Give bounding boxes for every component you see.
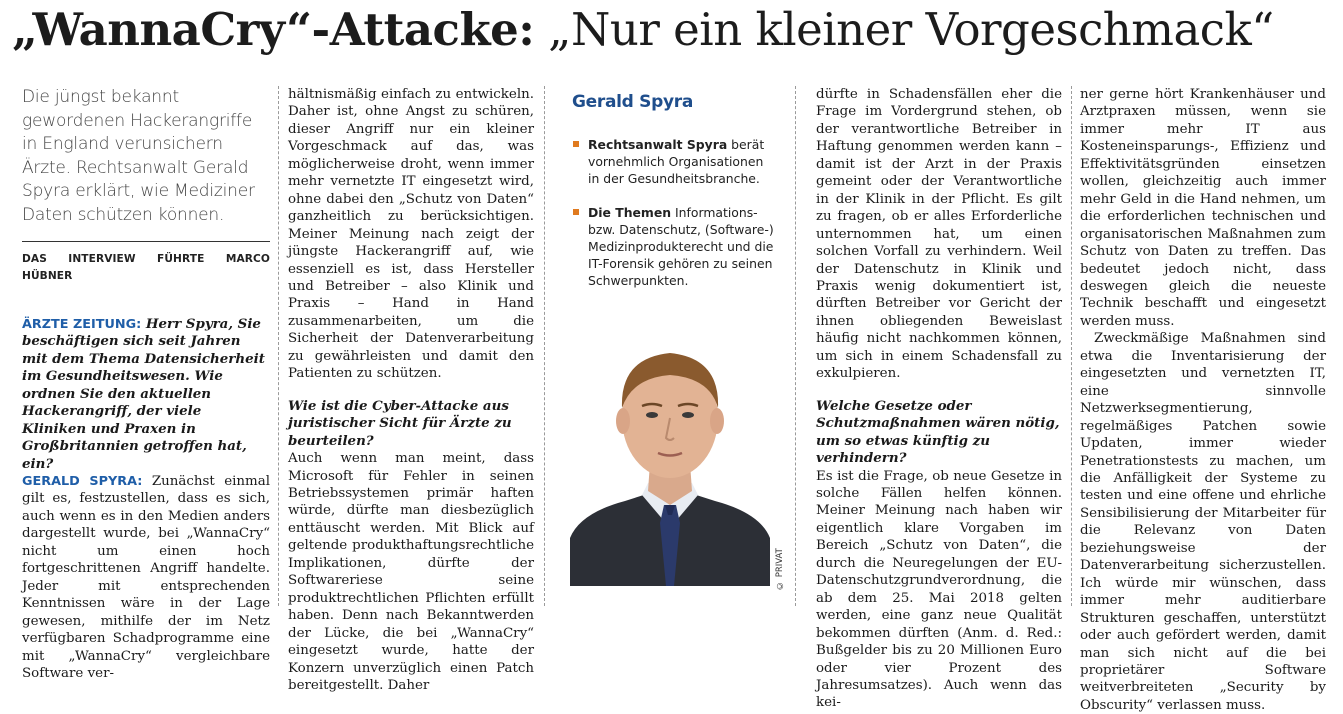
- portrait-illustration: [570, 323, 770, 586]
- bullet-square-icon: [573, 209, 579, 215]
- author-credit: DAS INTERVIEW FÜHRTE MARCO HÜBNER: [22, 253, 270, 283]
- lead-text: Die jüngst bekannt gewordenen Hackerangriffe in England verunsichern Ärzte. Rechtsanwalt Gerald Spyra erklärt, wie Mediziner Daten schützen können.: [22, 87, 255, 225]
- column-4-paragraph-2: Zweckmäßige Maßnahmen sind etwa die Inventarisierung der eingesetzten und vernetzten IT, eine sinnvolle Netzwerksegmentierung, regelmäßiges Patchen sowie Updaten, immer wieder Penetrationstests zu machen, um die Anfälligkeit der Systeme zu testen und eine offene und ehrliche Sensibilisierung der Mitarbeiter für die Relevanz von Daten beziehungsweise der Datenverarbeitung sicherzustellen. Ich würde mir wünschen, dass immer mehr auditierbare Strukturen geschaffen, unterstützt oder auch gefördert werden, damit man sich nicht auf die bei proprietärer Software weitverbreiteten „Security by Obscurity“ verlassen muss.: [1080, 331, 1326, 713]
- column-3-paragraph-2: Es ist die Frage, ob neue Gesetze in solche Fällen helfen können. Meiner Meinung nach haben wir eigentlich klare Vorgaben im Bereich „Schutz von Daten“, die durch die Neuregelungen der EU-Datenschutzgrundverordnung, die ab dem 25. Mai 2018 gelten werden, eine ganz neue Qualität bekommen dürften (Anm. d. Red.: Bußgelder bis zu 20 Millionen Euro oder vier Prozent des Jahresumsatzes). Auch wenn das kei-: [816, 468, 1062, 711]
- headline-bold: „WannaCry“-Attacke:: [12, 3, 535, 56]
- answer-1: [22, 473, 270, 682]
- bullet-square-icon: [573, 141, 579, 147]
- column-4-paragraph-1: ner gerne hört Krankenhäuser und Arztpraxen müssen, wenn sie immer mehr IT aus Kosteneinsparungs-, Effizienz und Effektivitätsgründen einsetzen wollen, gleichzeitig auch immer mehr Geld in die Hand nehmen, um die erforderlichen technischen und organisatorischen Maßnahmen zum Schutz von Daten zu treffen. Das bedeutet jedoch nicht, dass deswegen gleich die neueste Technik beschafft und eingesetzt werden muss.: [1080, 87, 1326, 329]
- headline-quote: „Nur ein kleiner Vorgeschmack“: [534, 3, 1274, 56]
- interviewer-name: ÄRZTE ZEITUNG:: [22, 316, 142, 332]
- interviewee-name: GERALD SPYRA:: [22, 473, 143, 489]
- info-box-item-2-bold: Die Themen: [588, 205, 672, 220]
- column-3: [816, 86, 1062, 712]
- info-box-item-1-text: berät vornehmlich Organisationen in der Gesundheitsbranche.: [588, 137, 765, 186]
- column-separator: [544, 86, 545, 606]
- info-box-title: Gerald Spyra: [572, 92, 694, 112]
- column-separator: [795, 86, 796, 606]
- column-separator: [1071, 86, 1072, 606]
- info-box-item: [572, 136, 777, 187]
- column-2: [288, 86, 534, 694]
- column-4: [1080, 86, 1326, 714]
- column-1: [22, 86, 270, 682]
- column-2-paragraph-1: hältnismäßig einfach zu entwickeln. Daher ist, ohne Angst zu schüren, dieser Angriff nur ein kleiner Vorgeschmack auf das, was möglicherweise droht, wenn immer mehr vernetzte IT eingesetzt wird, ohne dabei den „Schutz von Daten“ ganzheitlich zu berücksichtigen. Meiner Meinung nach zeigt der jüngste Hackerangriff auf, wie essenziell es ist, dass Hersteller und Betreiber – also Klinik und Praxis – Hand in Hand zusammenarbeiten, um die Sicherheit der Datenverarbeitung zu gewährleisten und damit den Patienten zu schützen.: [288, 87, 534, 382]
- column-2-paragraph-2: Auch wenn man meint, dass Microsoft für Fehler in seinen Betriebssystemen primär haften würde, dürfte man diesbezüglich enttäuscht werden. Mit Blick auf geltende produkthaftungsrechtliche Implikationen, dürfte der Softwareriese seine produktrechtlichen Pflichten erfüllt haben. Denn nach Bekanntwerden der Lücke, die bei „WannaCry“ eingesetzt wurde, hatte der Konzern unverzüglich einen Patch bereitgestellt. Daher: [288, 451, 534, 693]
- question-3: Welche Gesetze oder Schutzmaßnahmen wären nötig, um so etwas künftig zu verhindern?: [816, 397, 1060, 467]
- article-headline: [12, 0, 1332, 62]
- credit-rule: [22, 241, 270, 242]
- question-1: [22, 316, 270, 473]
- answer-1-text: Zunächst einmal gilt es, festzustellen, dass es sich, auch wenn es in den Medien anders dargestellt wurde, bei „WannaCry“ nicht um einen hoch fortgeschrittenen Angriff handelte. Jeder mit entsprechenden Kenntnissen wäre in der Lage gewesen, mithilfe der im Netz verfügbaren Schadprogramme eine mit „WannaCry“ vergleichbare Software ver-: [22, 473, 270, 681]
- info-box-item-2-text: Informations- bzw. Datenschutz, (Software-) Medizinprodukterecht und die IT-Forensik gehören zu seinen Schwerpunkten.: [588, 205, 774, 288]
- column-separator: [278, 86, 279, 606]
- question-2: Wie ist die Cyber-Attacke aus juristischer Sicht für Ärzte zu beurteilen?: [288, 397, 512, 449]
- column-3-paragraph-1: dürfte in Schadensfällen eher die Frage im Vordergrund stehen, ob der verantwortliche Betreiber in Haftung genommen werden kann – damit ist der Arzt in der Praxis gemeint oder der Verantwortliche in der Klinik in der Pflicht. Es gilt zu fragen, ob er alles Erforderliche unternommen hat, um einen solchen Vorfall zu verhindern. Weil der Datenschutz in Klinik und Praxis wenig dokumentiert ist, dürften Betreiber vor Gericht der ihnen obliegenden Beweislast häufig nicht nachkommen können, um sich in einem Schadensfall zu exkulpieren.: [816, 87, 1062, 382]
- portrait-photo: [570, 323, 770, 586]
- question-1-text: Herr Spyra, Sie beschäftigen sich seit Jahren mit dem Thema Datensicherheit im Gesundheitswesen. Wie ordnen Sie den aktuellen Hackerangriff, der viele Kliniken und Praxen in Großbritannien getroffen hat, ein?: [22, 315, 265, 472]
- info-box-item: [572, 204, 777, 289]
- photo-credit: © PRIVAT: [775, 548, 785, 590]
- info-box-item-1-bold: Rechtsanwalt Spyra: [588, 137, 728, 152]
